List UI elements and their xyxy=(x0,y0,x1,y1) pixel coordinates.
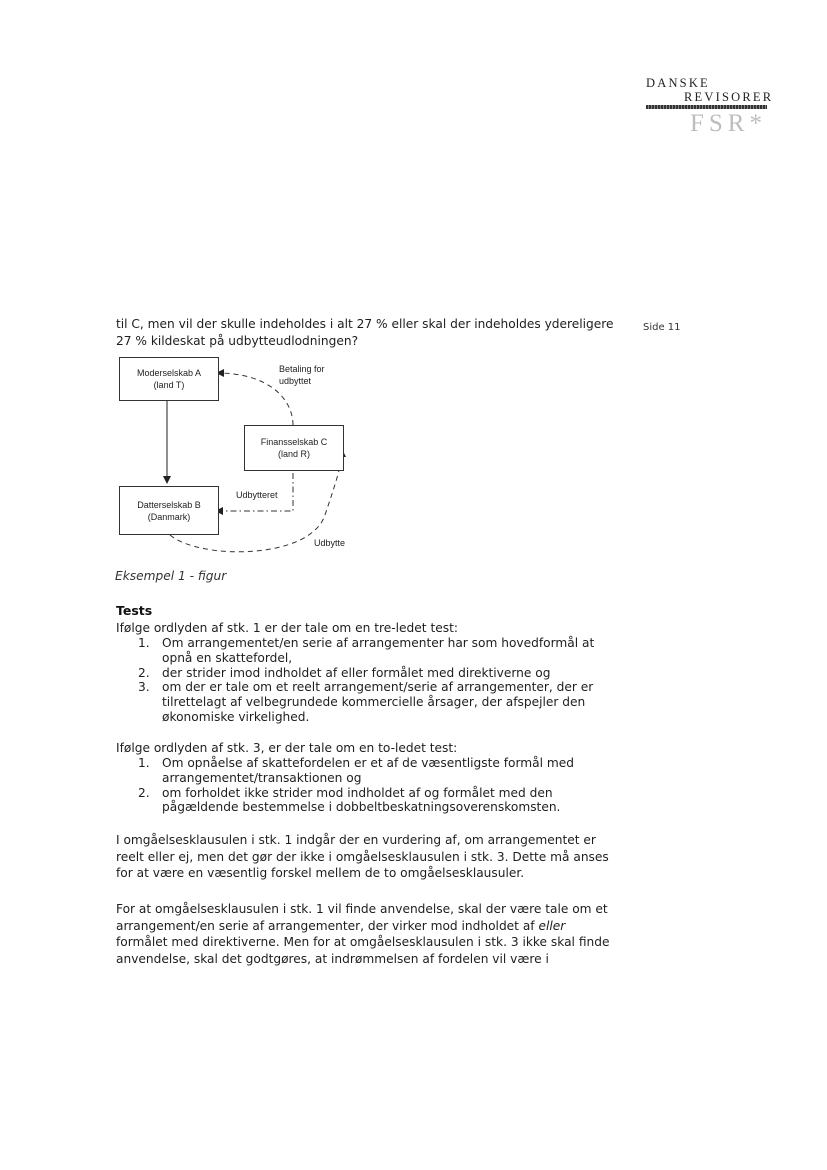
paragraph-line: For at omgåelsesklausulen i stk. 1 vil finde anvendelse, skal der være tale om et xyxy=(116,902,608,916)
list-item-number: 2. xyxy=(138,785,150,800)
box-moderselskab-a xyxy=(119,357,219,401)
box-finansselskab-c xyxy=(244,425,344,471)
tests-intro-2: Ifølge ordlyden af stk. 3, er der tale om en to-ledet test: xyxy=(116,741,458,755)
body-paragraph-2 xyxy=(116,901,616,967)
logo-text-revisorer: REVISORER xyxy=(684,90,774,104)
paragraph-line: for at være en væsentlig forskel mellem de to omgåelsesklausuler. xyxy=(116,866,525,880)
list-item-number: 2. xyxy=(138,665,150,680)
figure-caption: Eksempel 1 - figur xyxy=(115,569,227,583)
list-item-line: opnå en skattefordel, xyxy=(162,650,293,665)
list-item-line: Om arrangementet/en serie af arrangementer har som hovedformål at xyxy=(162,636,595,650)
paragraph-line: reelt eller ej, men det gør der ikke i omgåelsesklausulen i stk. 3. Dette må anses xyxy=(116,849,609,864)
ownership-diagram xyxy=(110,355,370,565)
paragraph-line xyxy=(116,918,616,935)
page-number-label: Side 11 xyxy=(643,322,681,333)
box-a-line2: (land T) xyxy=(153,380,185,390)
logo-text-danske: DANSKE xyxy=(646,76,710,90)
paragraph-line: formålet med direktiverne. Men for at omgåelsesklausulen i stk. 3 ikke skal finde xyxy=(116,935,610,949)
list-item xyxy=(116,680,594,724)
list-item-line: tilrettelagt af velbegrundede kommercielle årsager, der afspejler den xyxy=(162,695,586,710)
box-c-line2: (land R) xyxy=(277,449,310,459)
logo-mark-fsr: FSR* xyxy=(690,110,767,137)
paragraph-text: arrangement/en serie af arrangementer, der virker mod indholdet af xyxy=(116,918,539,933)
section-heading-tests: Tests xyxy=(116,603,153,618)
list-item-line: Om opnåelse af skattefordelen er et af de væsentligste formål med xyxy=(162,756,575,770)
tests-intro-1: Ifølge ordlyden af stk. 1 er der tale om en tre-ledet test: xyxy=(116,621,458,635)
list-item xyxy=(116,756,574,786)
label-udbytteret: Udbytteret xyxy=(236,490,278,500)
paragraph-line: anvendelse, skal det godtgøres, at indrømmelsen af fordelen vil være i xyxy=(116,951,549,966)
intro-paragraph xyxy=(116,316,616,349)
list-item xyxy=(116,786,574,816)
list-item-number: 1. xyxy=(138,636,150,650)
list-item-line: økonomiske virkelighed. xyxy=(162,709,310,724)
list-item-number: 1. xyxy=(138,756,150,770)
list-item-number: 3. xyxy=(138,680,150,695)
box-b-line1: Datterselskab B xyxy=(137,499,201,510)
box-c-line1: Finansselskab C xyxy=(260,437,328,447)
list-item-line: der strider imod indholdet af eller formålet med direktiverne og xyxy=(162,665,551,680)
paragraph-line: I omgåelsesklausulen i stk. 1 indgår der en vurdering af, om arrangementet er xyxy=(116,833,596,847)
label-betaling-line2: udbyttet xyxy=(279,376,312,386)
two-part-test-list xyxy=(116,756,574,815)
logo-divider xyxy=(646,105,767,109)
label-betaling-line1: Betaling for xyxy=(279,364,325,374)
list-item-line: arrangementet/transaktionen og xyxy=(162,770,362,785)
list-item-line: pågældende bestemmelse i dobbeltbeskatningsoverenskomsten. xyxy=(162,800,561,815)
label-udbytte: Udbytte xyxy=(314,538,346,548)
intro-line-2: 27 % kildeskat på udbytteudlodningen? xyxy=(116,333,359,348)
list-item-line: om forholdet ikke strider mod indholdet af og formålet med den xyxy=(162,785,553,800)
list-item xyxy=(116,636,594,666)
body-paragraph-1 xyxy=(116,832,616,882)
intro-line-1: til C, men vil der skulle indeholdes i alt 27 % eller skal der indeholdes ydereligere xyxy=(116,317,614,331)
box-a-line1: Moderselskab A xyxy=(136,368,202,378)
three-part-test-list xyxy=(116,636,594,725)
emphasis-text: eller xyxy=(538,918,566,933)
box-datterselskab-b xyxy=(119,486,219,535)
list-item xyxy=(116,666,594,681)
list-item-line: om der er tale om et reelt arrangement/serie af arrangementer, der er xyxy=(162,680,594,695)
box-b-line2: (Danmark) xyxy=(147,511,191,522)
